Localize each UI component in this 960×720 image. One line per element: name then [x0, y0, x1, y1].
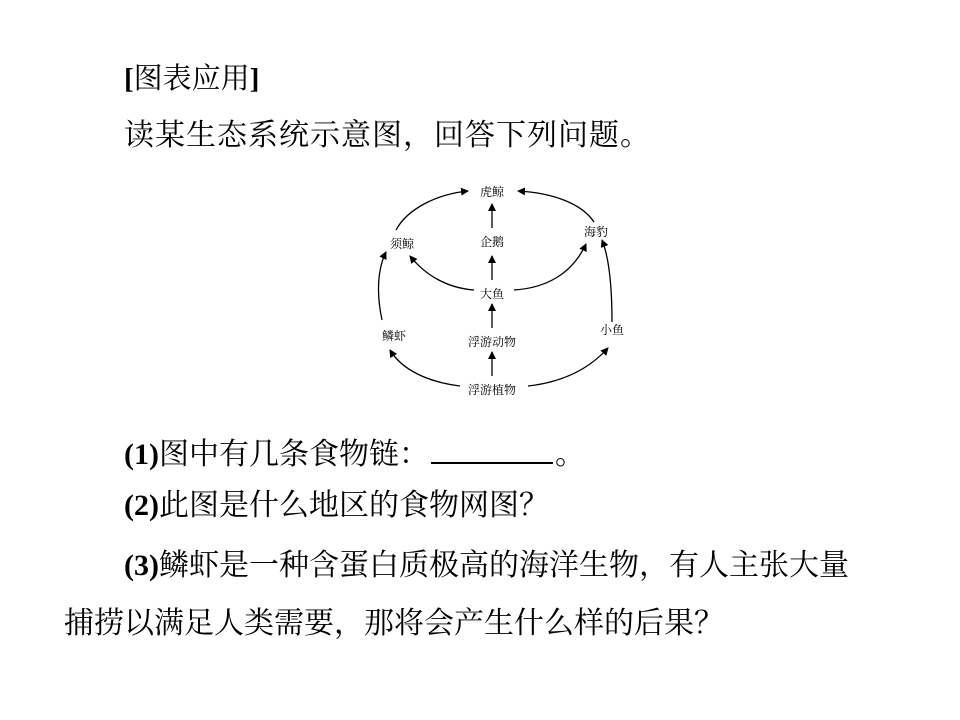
question-1-text: 图中有几条食物链：	[158, 437, 429, 472]
arrow-baleen-to-killer-whale	[396, 191, 468, 230]
question-2-number: (2)	[124, 489, 159, 522]
node-seal: 海豹	[583, 225, 609, 239]
node-phytoplankton: 浮游植物	[467, 383, 517, 397]
arrow-bigfish-to-baleen	[410, 256, 474, 290]
heading-label: 图表应用	[133, 61, 250, 95]
arrow-smallfish-to-seal	[602, 240, 612, 322]
intro-text: 读某生态系统示意图，回答下列问题。	[124, 118, 651, 153]
question-3-continued: 捕捞以满足人类需要，那将会产生什么样的后果？	[64, 606, 724, 641]
question-1-number: (1)	[124, 438, 159, 471]
question-2	[124, 488, 549, 524]
arrow-phytoplankton-to-krill	[390, 350, 460, 386]
node-killer-whale: 虎鲸	[479, 185, 505, 199]
node-big-fish: 大鱼	[479, 287, 505, 301]
node-baleen-whale: 须鲸	[389, 237, 415, 251]
arrow-bigfish-to-seal	[514, 244, 586, 290]
question-3	[124, 548, 849, 584]
node-penguin: 企鹅	[479, 235, 505, 249]
question-2-text: 此图是什么地区的食物网图？	[158, 488, 549, 523]
question-1-suffix: 。	[554, 437, 585, 472]
heading-bracket-close: ]	[249, 63, 260, 95]
section-heading	[124, 60, 259, 97]
question-3-text: 鳞虾是一种含蛋白质极高的海洋生物，有人主张大量	[158, 548, 849, 583]
node-small-fish: 小鱼	[599, 323, 625, 337]
heading-bracket-open: [	[124, 63, 134, 95]
node-krill: 鳞虾	[381, 329, 407, 343]
node-zooplankton: 浮游动物	[467, 335, 517, 349]
arrow-krill-to-baleen	[379, 252, 386, 320]
question-1	[124, 432, 585, 473]
food-web-diagram	[368, 180, 648, 404]
answer-blank[interactable]	[431, 432, 553, 464]
arrow-phytoplankton-to-smallfish	[528, 348, 608, 386]
question-3-number: (3)	[124, 549, 159, 582]
arrow-seal-to-killer-whale	[518, 191, 594, 222]
